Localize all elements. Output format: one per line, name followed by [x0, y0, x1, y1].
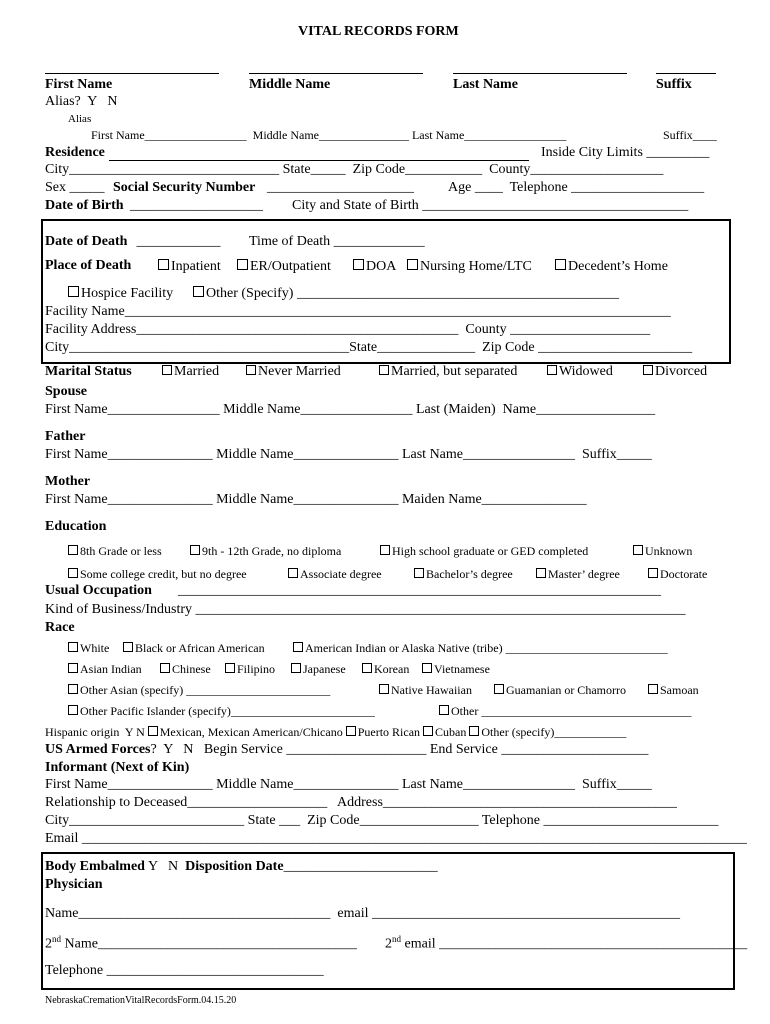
- last-name-line[interactable]: [453, 73, 627, 74]
- mother-name-fields[interactable]: First Name_______________ Middle Name_______________ Maiden Name_______________: [45, 492, 587, 507]
- checkbox-icon[interactable]: [123, 642, 133, 652]
- checkbox-icon[interactable]: [353, 259, 364, 270]
- father-label: Father: [45, 429, 86, 444]
- option-label: 8th Grade or less: [80, 544, 162, 558]
- checkbox-icon[interactable]: [225, 663, 235, 673]
- option-label: Black or African American: [135, 641, 265, 655]
- armed-forces-row[interactable]: [45, 743, 648, 757]
- facility-name-field[interactable]: Facility Name______________________________________________________________________________: [45, 304, 671, 319]
- physician-label: Physician: [45, 877, 103, 892]
- marital-option-married[interactable]: [162, 365, 219, 379]
- option-label: Vietnamese: [434, 662, 490, 676]
- ordinal-number: 2: [45, 936, 52, 952]
- physician-name-2[interactable]: [45, 935, 357, 952]
- spouse-name-fields[interactable]: First Name________________ Middle Name________________ Last (Maiden) Name_________________: [45, 402, 656, 417]
- checkbox-icon[interactable]: [158, 259, 169, 270]
- spouse-label: Spouse: [45, 384, 88, 399]
- option-label: Married: [174, 364, 220, 379]
- city-state-birth-field[interactable]: City and State of Birth ______________________________________: [292, 198, 689, 213]
- race-option-black[interactable]: [123, 642, 265, 654]
- edu-option-associate[interactable]: [288, 568, 382, 580]
- race-option-vietnamese[interactable]: [422, 663, 490, 675]
- option-label: Korean: [374, 662, 410, 676]
- option-label: 9th - 12th Grade, no diploma: [202, 544, 342, 558]
- race-option-japanese[interactable]: [291, 663, 346, 675]
- place-option-hospice[interactable]: [68, 286, 173, 301]
- hispanic-label: Hispanic origin Y N: [45, 725, 148, 739]
- checkbox-icon[interactable]: [160, 663, 170, 673]
- option-label: Native Hawaiian: [391, 683, 472, 697]
- checkbox-icon[interactable]: [547, 365, 557, 375]
- checkbox-icon[interactable]: [246, 365, 256, 375]
- suffix-line[interactable]: [656, 73, 716, 74]
- facility-city-field[interactable]: City________________________________________State______________ Zip Code ______________________: [45, 340, 693, 355]
- edu-option-9-12-grade[interactable]: [190, 545, 341, 557]
- marital-option-widowed[interactable]: [547, 365, 613, 379]
- checkbox-icon[interactable]: [190, 545, 200, 555]
- alias-question[interactable]: Alias? Y N: [45, 94, 118, 109]
- business-industry-field[interactable]: Kind of Business/Industry ______________________________________________________________________: [45, 602, 686, 617]
- checkbox-icon[interactable]: [633, 545, 643, 555]
- ordinal-suffix: nd: [52, 934, 61, 944]
- option-label: Doctorate: [660, 567, 708, 581]
- option-label: White: [80, 641, 110, 655]
- place-option-decedents-home[interactable]: [555, 259, 668, 274]
- option-label: Never Married: [258, 364, 341, 379]
- checkbox-icon[interactable]: [379, 365, 389, 375]
- checkbox-icon[interactable]: [379, 684, 389, 694]
- dob-field[interactable]: ___________________: [130, 198, 263, 213]
- edu-option-bachelor[interactable]: [414, 568, 513, 580]
- race-option-other-pacific[interactable]: [68, 705, 375, 717]
- disposition-date-label: Disposition Date: [185, 859, 284, 874]
- marital-option-never-married[interactable]: [246, 365, 341, 379]
- race-option-other[interactable]: [439, 705, 691, 717]
- option-label: Married, but separated: [391, 364, 518, 379]
- time-of-death-field[interactable]: Time of Death _____________: [249, 234, 425, 249]
- middle-name-line[interactable]: [249, 73, 423, 74]
- place-of-death-label: Place of Death: [45, 258, 132, 273]
- option-label: Asian Indian: [80, 662, 142, 676]
- checkbox-icon[interactable]: [148, 726, 158, 736]
- dob-label: Date of Birth: [45, 198, 124, 213]
- checkbox-icon[interactable]: [536, 568, 546, 578]
- facility-address-field[interactable]: Facility Address______________________________________________ County ____________________: [45, 322, 651, 337]
- checkbox-icon[interactable]: [288, 568, 298, 578]
- edu-option-some-college[interactable]: [68, 568, 247, 580]
- option-label: ER/Outpatient: [250, 259, 331, 274]
- residence-line[interactable]: [109, 160, 529, 161]
- option-label: Divorced: [655, 364, 708, 379]
- race-label: Race: [45, 620, 75, 635]
- option-label: Other (Specify) ______________________________________________: [206, 286, 619, 301]
- race-option-samoan[interactable]: [648, 684, 699, 696]
- option-label: Samoan: [660, 683, 699, 697]
- checkbox-icon[interactable]: [643, 365, 653, 375]
- edu-option-8th-grade[interactable]: [68, 545, 162, 557]
- checkbox-icon[interactable]: [162, 365, 172, 375]
- option-label: Mexican, Mexican American/Chicano: [159, 725, 343, 739]
- informant-label: Informant (Next of Kin): [45, 760, 190, 775]
- option-label: Decedent’s Home: [568, 259, 668, 274]
- body-embalmed-label: Body Embalmed: [45, 859, 145, 874]
- edu-option-master[interactable]: [536, 568, 620, 580]
- option-label: High school graduate or GED completed: [392, 544, 589, 558]
- checkbox-icon[interactable]: [193, 286, 204, 297]
- checkbox-icon[interactable]: [648, 568, 658, 578]
- body-embalmed-row[interactable]: [45, 860, 438, 874]
- marital-status-label: Marital Status: [45, 364, 132, 379]
- ssn-label: Social Security Number: [113, 180, 256, 195]
- hispanic-origin-row[interactable]: [45, 726, 626, 738]
- checkbox-icon[interactable]: [407, 259, 418, 270]
- race-option-asian-indian[interactable]: [68, 663, 142, 675]
- option-label: Other (specify)____________: [481, 725, 627, 739]
- checkbox-icon[interactable]: [68, 663, 78, 673]
- first-name-line[interactable]: [45, 73, 219, 74]
- checkbox-icon[interactable]: [362, 663, 372, 673]
- checkbox-icon[interactable]: [346, 726, 356, 736]
- date-of-death-field[interactable]: ____________: [133, 234, 221, 249]
- place-option-inpatient[interactable]: [158, 259, 221, 274]
- checkbox-icon[interactable]: [68, 642, 78, 652]
- body-embalmed-yn[interactable]: Y N: [144, 859, 186, 874]
- disposition-date-field[interactable]: ______________________: [283, 859, 438, 874]
- ssn-field[interactable]: _____________________: [267, 180, 414, 195]
- checkbox-icon[interactable]: [494, 684, 504, 694]
- armed-forces-fields[interactable]: ? Y N Begin Service ____________________ End Service _____________________: [150, 742, 649, 757]
- alias-suffix-line[interactable]: Suffix____: [663, 128, 717, 142]
- age-telephone-field[interactable]: Age ____ Telephone ___________________: [448, 180, 705, 195]
- option-label: Some college credit, but no degree: [80, 567, 247, 581]
- marital-option-divorced[interactable]: [643, 365, 707, 379]
- checkbox-icon[interactable]: [68, 568, 78, 578]
- option-label: Chinese: [172, 662, 211, 676]
- place-option-other[interactable]: [193, 286, 619, 301]
- physician-telephone[interactable]: Telephone _______________________________: [45, 963, 324, 978]
- place-option-nursing-home[interactable]: [407, 259, 532, 274]
- option-label: Puerto Rican: [357, 725, 421, 739]
- edu-option-high-school[interactable]: [380, 545, 588, 557]
- checkbox-icon[interactable]: [469, 726, 479, 736]
- armed-forces-label: US Armed Forces: [45, 742, 151, 757]
- mother-label: Mother: [45, 474, 91, 489]
- checkbox-icon[interactable]: [648, 684, 658, 694]
- option-label: American Indian or Alaska Native (tribe) ___________________________: [305, 641, 668, 655]
- option-label: Associate degree: [300, 567, 382, 581]
- option-label: Widowed: [559, 364, 613, 379]
- checkbox-icon[interactable]: [68, 286, 79, 297]
- option-label: Guamanian or Chamorro: [506, 683, 626, 697]
- checkbox-icon[interactable]: [291, 663, 301, 673]
- ordinal-number: 2: [385, 936, 392, 952]
- checkbox-icon[interactable]: [68, 545, 78, 555]
- checkbox-icon[interactable]: [237, 259, 248, 270]
- race-option-guamanian[interactable]: [494, 684, 626, 696]
- checkbox-icon[interactable]: [293, 642, 303, 652]
- education-label: Education: [45, 519, 107, 534]
- middle-name-label: Middle Name: [249, 77, 331, 92]
- race-option-other-asian[interactable]: [68, 684, 330, 696]
- race-option-native-hawaiian[interactable]: [379, 684, 472, 696]
- checkbox-icon[interactable]: [380, 545, 390, 555]
- last-name-label: Last Name: [453, 77, 518, 92]
- alias-label: Alias: [68, 113, 92, 125]
- checkbox-icon[interactable]: [68, 684, 78, 694]
- usual-occupation-field[interactable]: _____________________________________________________________________: [178, 583, 661, 598]
- checkbox-icon[interactable]: [422, 663, 432, 673]
- ordinal-suffix: nd: [392, 934, 401, 944]
- inside-city-limits-field[interactable]: Inside City Limits _________: [541, 145, 710, 160]
- option-label: Inpatient: [171, 259, 221, 274]
- edu-option-unknown[interactable]: [633, 545, 692, 557]
- physician-name-email[interactable]: Name____________________________________ email ____________________________________________: [45, 906, 681, 921]
- option-label: Hospice Facility: [81, 286, 174, 301]
- option-label: Master’ degree: [548, 567, 620, 581]
- informant-city-field[interactable]: City_________________________ State ___ Zip Code_________________ Telephone _________________________: [45, 813, 719, 828]
- form-title: VITAL RECORDS FORM: [298, 24, 459, 39]
- date-of-death-label: Date of Death: [45, 234, 128, 249]
- checkbox-icon[interactable]: [555, 259, 566, 270]
- option-label: Other Pacific Islander (specify)________________________: [80, 704, 375, 718]
- place-option-er-outpatient[interactable]: [237, 259, 331, 274]
- informant-name-fields[interactable]: First Name_______________ Middle Name_______________ Last Name________________ Suffix_____: [45, 777, 652, 792]
- sex-field[interactable]: Sex _____: [45, 180, 105, 195]
- race-option-white[interactable]: [68, 642, 109, 654]
- checkbox-icon[interactable]: [414, 568, 424, 578]
- residence-city-line[interactable]: City______________________________ State_____ Zip Code___________ County___________________: [45, 162, 664, 177]
- usual-occupation-label: Usual Occupation: [45, 583, 152, 598]
- race-option-korean[interactable]: [362, 663, 409, 675]
- option-label: Japanese: [303, 662, 346, 676]
- place-option-doa[interactable]: [353, 259, 396, 274]
- informant-email-field[interactable]: Email _______________________________________________________________________________________________: [45, 831, 747, 846]
- option-label: Unknown: [645, 544, 693, 558]
- checkbox-icon[interactable]: [68, 705, 78, 715]
- race-option-filipino[interactable]: [225, 663, 275, 675]
- name2-field[interactable]: Name_____________________________________: [61, 936, 357, 952]
- marital-option-separated[interactable]: [379, 365, 517, 379]
- physician-email-2[interactable]: [385, 935, 747, 952]
- option-label: Bachelor’s degree: [426, 567, 513, 581]
- alias-name-line[interactable]: First Name_________________ Middle Name_______________ Last Name_________________: [91, 128, 567, 142]
- race-option-american-indian[interactable]: [293, 642, 668, 654]
- informant-relationship-field[interactable]: Relationship to Deceased____________________ Address__________________________________________: [45, 795, 677, 810]
- email2-field[interactable]: email ____________________________________________: [401, 936, 748, 952]
- form-footer: NebraskaCremationVitalRecordsForm.04.15.20: [45, 995, 237, 1006]
- race-option-chinese[interactable]: [160, 663, 211, 675]
- checkbox-icon[interactable]: [439, 705, 449, 715]
- option-label: Other ___________________________________: [451, 704, 692, 718]
- checkbox-icon[interactable]: [423, 726, 433, 736]
- residence-label: Residence: [45, 145, 105, 160]
- option-label: Cuban: [435, 725, 467, 739]
- father-name-fields[interactable]: First Name_______________ Middle Name_______________ Last Name________________ Suffix_____: [45, 447, 652, 462]
- first-name-label: First Name: [45, 77, 113, 92]
- edu-option-doctorate[interactable]: [648, 568, 707, 580]
- option-label: Other Asian (specify) ________________________: [80, 683, 331, 697]
- option-label: Filipino: [237, 662, 276, 676]
- option-label: Nursing Home/LTC: [420, 259, 532, 274]
- option-label: DOA: [366, 259, 397, 274]
- suffix-label: Suffix: [656, 77, 692, 92]
